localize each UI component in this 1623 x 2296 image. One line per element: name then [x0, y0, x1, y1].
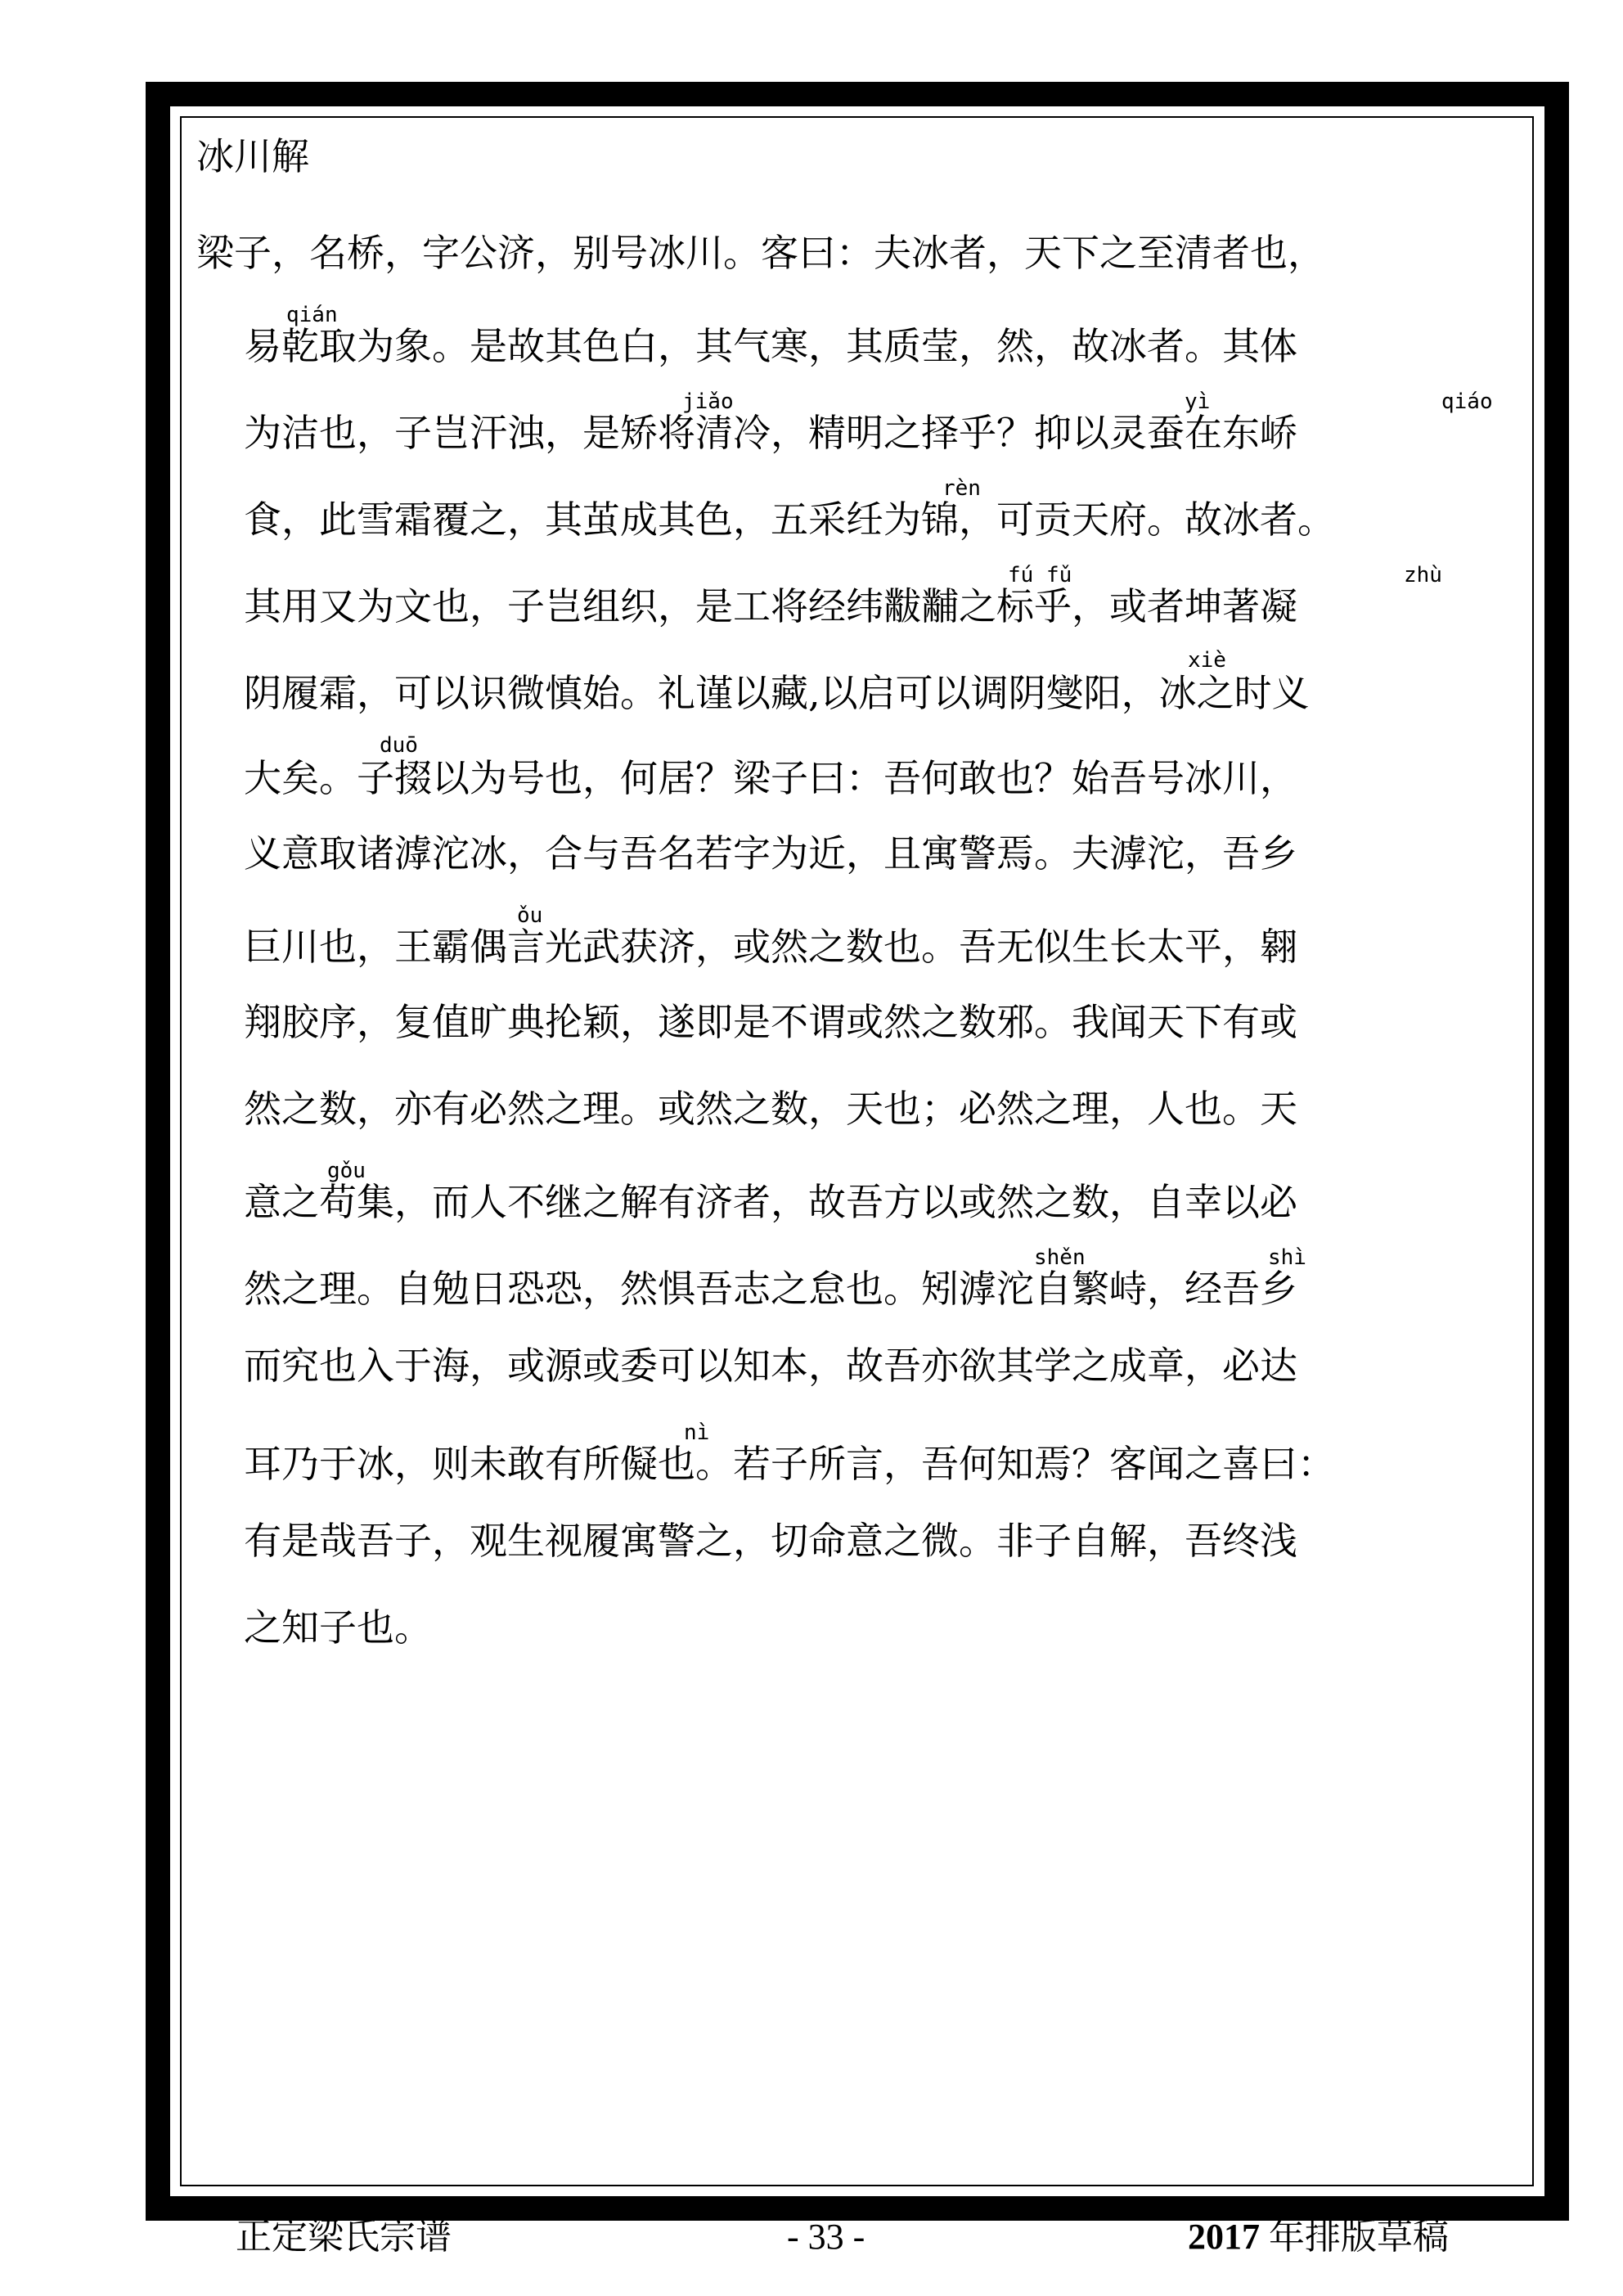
text-line: 而究也入于海，或源或委可以知本，故吾亦欲其学之成章，必达: [244, 1344, 1297, 1388]
document-title: 冰川解: [196, 134, 309, 178]
text-line: 然之数，亦有必然之理。或然之数，天也；必然之理，人也。天: [244, 1087, 1297, 1131]
pinyin-annotation: nì: [684, 1420, 710, 1445]
text-line: 耳乃于冰，则未敢有所儗也。若子所言，吾何知焉？客闻之喜曰：: [244, 1442, 1335, 1486]
text-line: 为洁也，子岂汗浊，是矫将清冷，精明之择乎？抑以灵蚕在东峤: [244, 411, 1297, 455]
text-line: 易乾取为象。是故其色白，其气寒，其质莹，然，故冰者。其体: [244, 324, 1297, 368]
text-line: 食，此雪霜覆之，其茧成其色，五采纴为锦，可贡天府。故冰者。: [244, 497, 1335, 542]
pinyin-annotation: rèn: [942, 476, 981, 501]
footer-left: 正定梁氏宗谱: [236, 2217, 452, 2257]
text-line: 巨川也，王霸偶言光武获济，或然之数也。吾无似生长太平，翱: [244, 925, 1297, 969]
text-line: 梁子，名桥，字公济，别号冰川。客曰：夫冰者，天下之至清者也，: [196, 231, 1325, 275]
pinyin-annotation: duō: [380, 733, 418, 758]
text-line: 有是哉吾子，观生视履寓警之，切命意之微。非子自解，吾终浅: [244, 1519, 1297, 1563]
pinyin-annotation: xiè: [1188, 648, 1226, 673]
text-line: 阴履霜，可以识微慎始。礼谨以藏,以启可以调阴燮阳，冰之时义: [244, 671, 1310, 715]
text-line: 义意取诸滹沱冰，合与吾名若字为近，且寓警焉。夫滹沱，吾乡: [244, 831, 1297, 876]
page-number: - 33 -: [787, 2217, 865, 2257]
pinyin-annotation: qiáo: [1441, 389, 1493, 414]
text-line: 其用又为文也，子岂组织，是工将经纬黻黼之标乎，或者坤著凝: [244, 584, 1297, 628]
footer-year: 2017: [1188, 2217, 1260, 2257]
footer-right-text: 年排版草稿: [1269, 2217, 1449, 2257]
pinyin-annotation: shì: [1268, 1245, 1306, 1270]
text-line: 然之理。自勉日恐恐，然惧吾志之怠也。矧滹沱自繁峙，经吾乡: [244, 1267, 1297, 1311]
footer-right: [1188, 2219, 1449, 2255]
pinyin-annotation: qián: [286, 303, 338, 327]
pinyin-annotation: gǒu: [327, 1159, 366, 1183]
pinyin-annotation: fú fǔ: [1008, 563, 1072, 588]
pinyin-annotation: yì: [1185, 389, 1211, 414]
pinyin-annotation: ǒu: [517, 903, 543, 928]
text-line: 大矣。子掇以为号也，何居？梁子曰：吾何敢也？始吾号冰川，: [244, 756, 1297, 800]
pinyin-annotation: shěn: [1034, 1245, 1086, 1270]
pinyin-annotation: zhù: [1404, 563, 1442, 588]
pinyin-annotation: jiǎo: [682, 389, 734, 414]
text-line: 翔胶序，复值旷典抡颖，遂即是不谓或然之数邪。我闻天下有或: [244, 1000, 1297, 1044]
text-line: 之知子也。: [244, 1605, 432, 1650]
text-line: 意之苟集，而人不继之解有济者，故吾方以或然之数，自幸以必: [244, 1180, 1297, 1224]
